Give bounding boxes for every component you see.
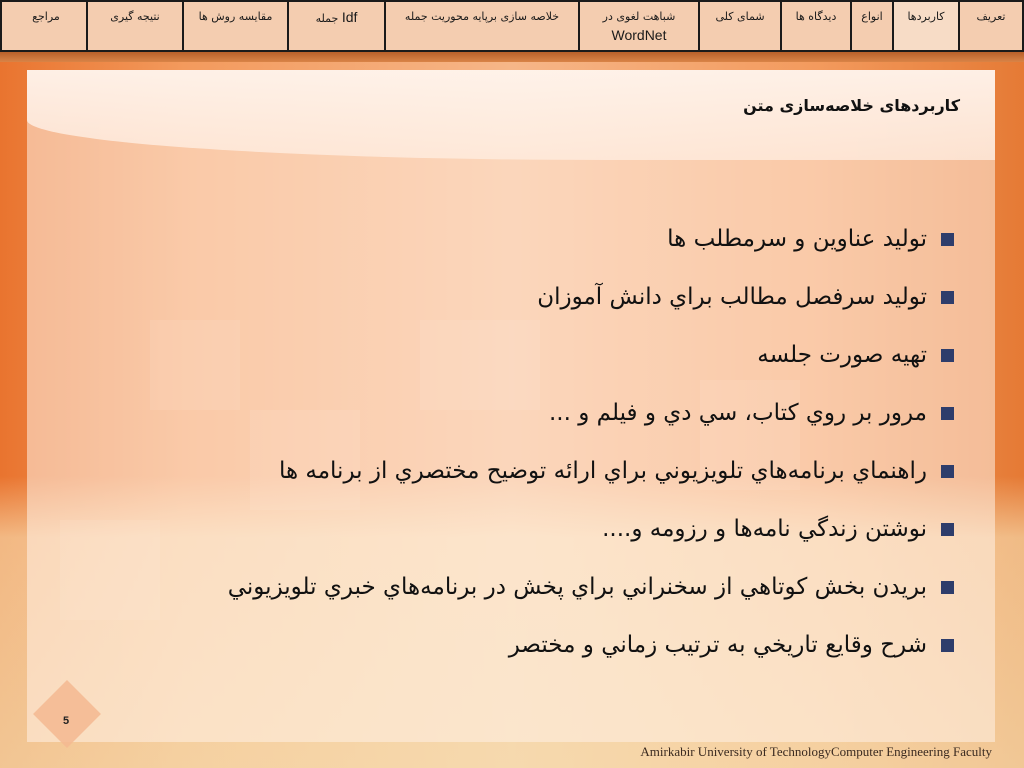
square-bullet-icon <box>941 523 954 536</box>
page-number: 5 <box>62 715 70 727</box>
tab-references[interactable] <box>6 2 86 50</box>
bullet-item <box>74 384 954 442</box>
bullet-text: نوشتن زندگي نامه‌ها و رزومه و.... <box>602 516 927 542</box>
bullet-text: شرح وقايع تاريخي به ترتيب زماني و مختصر <box>508 632 927 658</box>
tab-definition[interactable] <box>958 2 1022 50</box>
tab-label: خلاصه سازی برپایه محوریت جمله <box>404 10 560 23</box>
bullet-text: راهنماي برنامه‌هاي تلويزيوني براي ارائه توضيح مختصري از برنامه ها <box>278 458 927 484</box>
bullet-item <box>74 616 954 674</box>
bullet-text: بريدن بخش كوتاهي از سخنراني براي پخش در برنامه‌هاي خبري تلويزيوني <box>227 574 927 600</box>
bullet-list <box>74 210 954 674</box>
tab-viewpoints[interactable] <box>780 2 850 50</box>
bullet-item <box>74 268 954 326</box>
tab-label: دیدگاه ها <box>795 10 837 23</box>
tab-label: مقایسه روش ها <box>198 10 273 23</box>
square-bullet-icon <box>941 407 954 420</box>
tab-conclusion[interactable] <box>86 2 182 50</box>
nav-underline-bar <box>0 52 1024 62</box>
bullet-text: مرور بر روي كتاب، سي دي و فيلم و ... <box>549 400 927 426</box>
tab-label: جمله <box>315 12 339 25</box>
tab-wordnet-similarity[interactable] <box>578 2 698 50</box>
tab-overview[interactable] <box>698 2 780 50</box>
square-bullet-icon <box>941 465 954 478</box>
bullet-text: توليد عناوين و سرمطلب ها <box>667 226 927 252</box>
tab-label: تعریف <box>976 10 1006 23</box>
bullet-item <box>74 558 954 616</box>
square-bullet-icon <box>941 291 954 304</box>
tab-label: شباهت لغوی در <box>602 10 676 23</box>
tab-label-latin: WordNet <box>611 27 667 43</box>
title-band <box>27 70 995 160</box>
slide-title: کاربردهای خلاصه‌سازی متن <box>743 96 960 115</box>
square-bullet-icon <box>941 639 954 652</box>
tab-applications[interactable] <box>892 2 958 50</box>
tab-label-latin: Idf <box>341 9 358 25</box>
bullet-text: توليد سرفصل مطالب براي دانش آموزان <box>537 284 927 310</box>
tab-label: نتیجه گیری <box>110 10 160 23</box>
square-bullet-icon <box>941 233 954 246</box>
tab-label: مراجع <box>32 10 60 23</box>
bullet-item <box>74 442 954 500</box>
bullet-item <box>74 500 954 558</box>
tab-label: کاربردها <box>907 10 945 23</box>
bullet-text: تهيه صورت جلسه <box>757 342 927 368</box>
tab-label: شمای کلی <box>715 10 765 23</box>
tab-types[interactable] <box>850 2 892 50</box>
square-bullet-icon <box>941 349 954 362</box>
footer-text: Amirkabir University of TechnologyComputer Engineering Faculty <box>640 744 992 759</box>
bullet-item <box>74 210 954 268</box>
square-bullet-icon <box>941 581 954 594</box>
slide-navigation-bar <box>0 0 1024 52</box>
tab-method-comparison[interactable] <box>182 2 287 50</box>
tab-label: انواع <box>861 10 883 23</box>
bullet-item <box>74 326 954 384</box>
tab-idf-sentence[interactable] <box>287 2 384 50</box>
tab-sentence-centrality[interactable] <box>384 2 578 50</box>
